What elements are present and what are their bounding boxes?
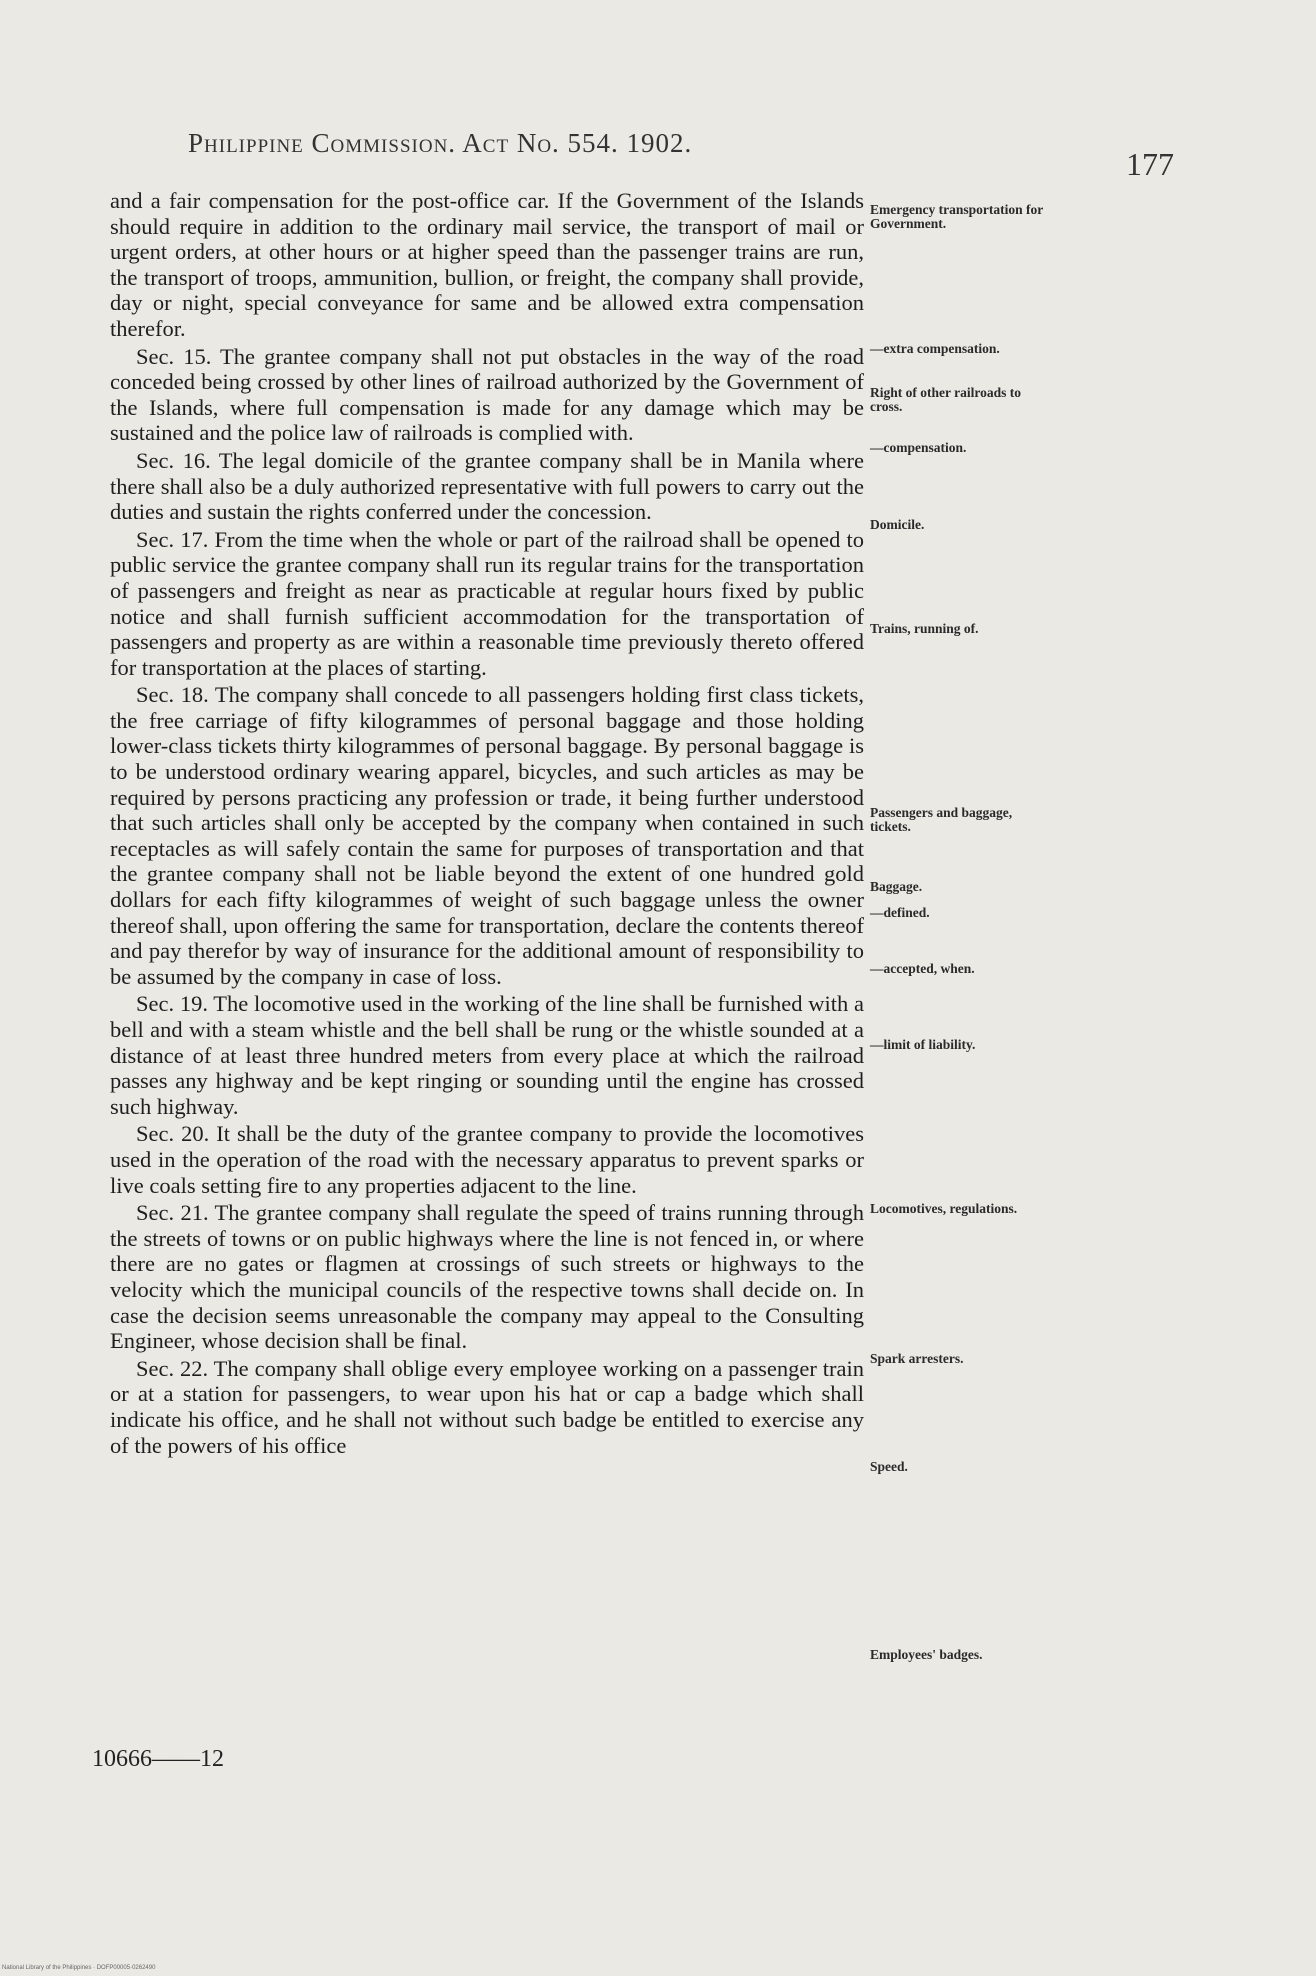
body-text: [110, 188, 864, 1460]
paragraph-sec-15: Sec. 15. The grantee company shall not put obstacles in the way of the road conceded being crossed by other lines of railroad authorized by the Government of the Islands, where full compensation is made for any damage which may be sustained and the police law of railroads is complied with.: [110, 343, 864, 446]
margin-note: Right of other railroads to cross.: [870, 385, 1021, 414]
margin-note: —extra compensation.: [870, 341, 1000, 356]
paragraph-sec-21: Sec. 21. The grantee company shall regulate the speed of trains running through the streets of towns or on public highways where the line is not fenced in, or where there are no gates or flagmen at crossings of such streets or highways to the velocity which the municipal councils of the respective towns shall decide on. In case the decision seems unreasonable the company may appeal to the Consulting Engineer, whose decision shall be final.: [110, 1200, 864, 1354]
paragraph: and a fair compensation for the post-office car. If the Government of the Islands should require in addition to the ordinary mail service, the transport of mail or urgent orders, at other hours or at higher speed than the passenger trains are run, the transport of troops, ammunition, bullion, or freight, the company shall provide, day or night, special conveyance for same and be allowed extra compensation therefor.: [110, 188, 864, 341]
margin-note: Emergency transportation for Government.: [870, 202, 1043, 231]
margin-note: Locomotives, regulations.: [870, 1201, 1018, 1216]
margin-note: Baggage.: [870, 879, 923, 894]
margin-note: —defined.: [870, 905, 930, 920]
paragraph-sec-17: Sec. 17. From the time when the whole or part of the railroad shall be opened to public service the grantee company shall run its regular trains for the transportation of passengers and freight as near as practicable at regular hours fixed by public notice and shall furnish sufficient accommodation for the transportation of passengers and property as are within a reasonable time previously thereto offered for transportation at the places of starting.: [110, 526, 864, 680]
paragraph-sec-19: Sec. 19. The locomotive used in the working of the line shall be furnished with a bell and with a steam whistle and the bell shall be rung or the whistle sounded at a distance of at least three hundred meters from every place at which the railroad passes any highway and be kept ringing or sounding until the engine has crossed such highway.: [110, 991, 864, 1119]
signature-mark: 10666——12: [92, 1746, 224, 1772]
paragraph-sec-18: Sec. 18. The company shall concede to all passengers holding first class tickets, the free carriage of fifty kilogrammes of personal baggage and those holding lower-class tickets thirty kilogrammes of personal baggage. By personal baggage is to be understood ordinary wearing apparel, bicycles, and such articles as may be required by persons practicing any profession or trade, it being further understood that such articles shall only be accepted by the company when contained in such receptacles as will safely contain the same for purposes of transportation and that the grantee company shall not be liable beyond the extent of one hundred gold dollars for each fifty kilogrammes of weight of such baggage unless the owner thereof shall, upon offering the same for transportation, declare the contents thereof and pay therefor by way of insurance for the additional amount of responsibility to be assumed by the company in case of loss.: [110, 682, 864, 989]
margin-note: Employees' badges.: [870, 1647, 983, 1662]
margin-note: Passengers and baggage, tickets.: [870, 805, 1013, 834]
paragraph-sec-16: Sec. 16. The legal domicile of the grantee company shall be in Manila where there shall also be a duly authorized representative with full powers to carry out the duties and sustain the rights conferred under the concession.: [110, 447, 864, 525]
margin-note: —compensation.: [870, 440, 967, 455]
paragraph-sec-20: Sec. 20. It shall be the duty of the grantee company to provide the locomotives used in the operation of the road with the necessary apparatus to prevent sparks or live coals setting fire to any properties adjacent to the line.: [110, 1121, 864, 1198]
margin-note: —limit of liability.: [870, 1037, 976, 1052]
page-number: 177: [1126, 146, 1174, 182]
margin-note: Spark arresters.: [870, 1351, 964, 1366]
running-title: Philippine Commission. Act No. 554. 1902.: [188, 128, 693, 158]
paragraph-sec-22: Sec. 22. The company shall oblige every employee working on a passenger train or at a station for passengers, to wear upon his hat or cap a badge which shall indicate his office, and he shall not without such badge be entitled to exercise any of the powers of his office: [110, 1355, 864, 1458]
margin-note: —accepted, when.: [870, 961, 975, 976]
margin-note: Domicile.: [870, 517, 925, 532]
margin-note: Speed.: [870, 1459, 908, 1474]
scan-caption: National Library of the Philippines · DOFP00005·0262490: [2, 1965, 156, 1971]
margin-note: Trains, running of.: [870, 621, 979, 636]
